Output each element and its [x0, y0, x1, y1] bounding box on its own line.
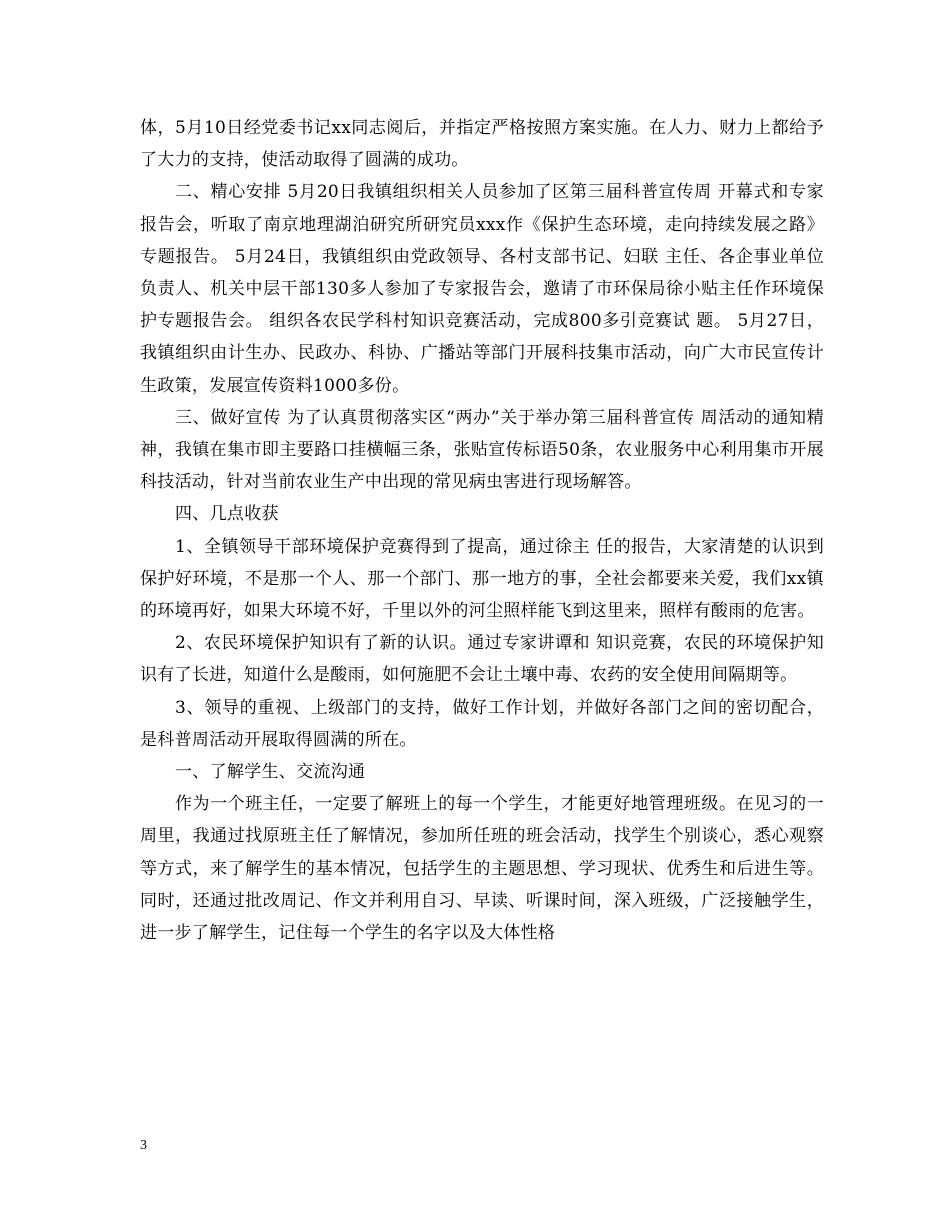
paragraph-7: 3、领导的重视、上级部门的支持，做好工作计划，并做好各部门之间的密切配合，是科普周活动开展取得圆满的所在。 — [140, 697, 824, 750]
page-number: 3 — [140, 1138, 147, 1153]
paragraph-2: 二、精心安排 5月20日我镇组织相关人员参加了区第三届科普宣传周 开幕式和专家报告会，听取了南京地理湖泊研究所研究员xxx作《保护生态环境，走向持续发展之路》专题报告。 5月24日，我镇组织由党政领导、各村支部书记、妇联 主任、各企事业单位负责人、机关中层干部130多人参加了专家报告会，邀请了市环保局徐小贴主任作环境保护专题报告会。 组织各农民学科村知识竞赛活动，完成800多引竞赛试 题。 5月27日，我镇组织由计生办、民政办、科协、广播站等部门开展科技集市活动，向广大市民宣传计生政策，发展宣传资料1000多份。 — [140, 182, 824, 396]
section-heading-students: 一、了解学生、交流沟通 — [175, 762, 366, 783]
paragraph-9: 作为一个班主任，一定要了解班上的每一个学生，才能更好地管理班级。在见习的一周里，我通过找原班主任了解情况，参加所任班的班会活动，找学生个别谈心，悉心观察等方式，来了解学生的基本情况，包括学生的主题思想、学习现状、优秀生和后进生等。同时，还通过批改周记、作文并利用自习、早读、听课时间，深入班级，广泛接触学生，进一步了解学生，记住每一个学生的名字以及大体性格 — [140, 794, 824, 944]
paragraph-5: 1、全镇领导干部环境保护竞赛得到了提高，通过徐主 任的报告，大家清楚的认识到保护好环境，不是那一个人、那一个部门、那一地方的事，全社会都要来关爱，我们xx镇的环境再好，如果大环境不好，千里以外的河尘照样能飞到这里来，照样有酸雨的危害。 — [140, 536, 824, 622]
paragraph-1: 体，5月10日经党委书记xx同志阅后，并指定严格按照方案实施。在人力、财力上都给予了大力的支持，使活动取得了圆满的成功。 — [140, 118, 824, 171]
paragraph-6: 2、农民环境保护知识有了新的认识。通过专家讲谭和 知识竞赛，农民的环境保护知识有了长进，知道什么是酸雨，如何施肥不会让土壤中毒、农药的安全使用间隔期等。 — [140, 633, 824, 686]
paragraph-3: 三、做好宣传 为了认真贯彻落实区“两办”关于举办第三届科普宣传 周活动的通知精神，我镇在集市即主要路口挂横幅三条，张贴宣传标语50条，农业服务中心利用集市开展科技活动，针对当前农业生产中出现的常见病虫害进行现场解答。 — [140, 407, 824, 493]
document-body — [140, 112, 824, 949]
section-heading-harvest: 四、几点收获 — [175, 504, 279, 525]
